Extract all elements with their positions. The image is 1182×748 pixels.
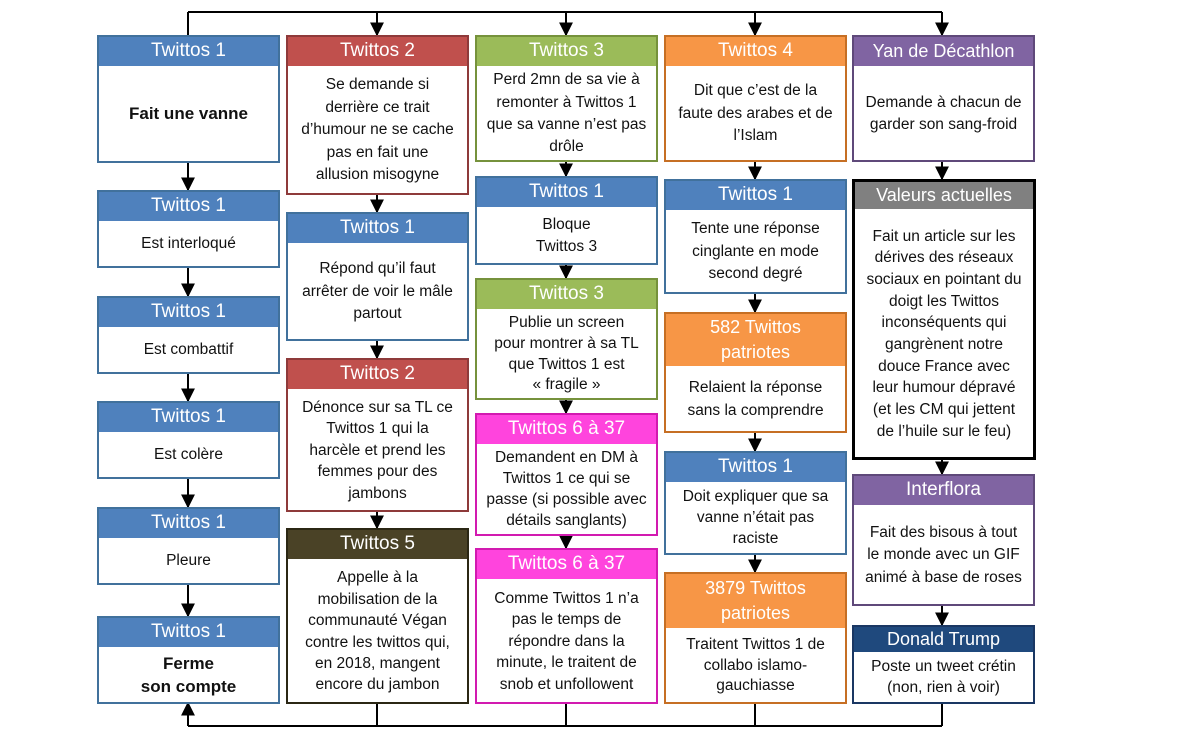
col3-box-3: [475, 278, 658, 400]
box-title: Yan de Décathlon: [854, 37, 1033, 68]
box-text: Demandent en DM à Twittos 1 ce qui se passe (si possible avec détails sanglants): [486, 449, 647, 529]
col4-box-4: [664, 451, 847, 555]
box-title: Twittos 1: [288, 214, 467, 245]
box-title: Valeurs actuelles: [855, 182, 1033, 211]
box-text: Appelle à la mobilisation de la communauté Végan contre les twittos qui, en 2018, mangent encore du jambon: [305, 569, 450, 694]
col1-box-3: [97, 296, 280, 374]
col1-box-1: [97, 35, 280, 163]
box-title: Twittos 4: [666, 37, 845, 68]
box-title: Twittos 1: [99, 37, 278, 68]
box-text: Poste un tweet crétin (non, rien à voir): [871, 658, 1016, 696]
box-text: Ferme son compte: [140, 654, 237, 696]
col1-box-2: [97, 190, 280, 268]
box-text: Demande à chacun de garder son sang-froid: [865, 93, 1022, 133]
col5-box-4: [852, 625, 1035, 704]
col4-box-3: [664, 312, 847, 433]
col3-box-5: [475, 548, 658, 704]
box-text: Publie un screen pour montrer à sa TL que Twittos 1 est « fragile »: [494, 313, 639, 394]
col2-box-3: [286, 358, 469, 512]
box-text: Comme Twittos 1 n’a pas le temps de répondre dans la minute, le traitent de snob et unfollowent: [494, 590, 639, 693]
box-text: Est interloqué: [141, 235, 236, 253]
col3-box-1: [475, 35, 658, 162]
box-title: Twittos 1: [477, 178, 656, 209]
col3-box-4: [475, 413, 658, 536]
box-title: Twittos 1: [99, 618, 278, 649]
box-title: Twittos 3: [477, 280, 656, 311]
col5-box-3: [852, 474, 1035, 606]
box-text: Traitent Twittos 1 de collabo islamo- gauchiasse: [686, 635, 825, 695]
box-title: Twittos 1: [666, 453, 845, 484]
box-text: Tente une réponse cinglante en mode second degré: [691, 220, 820, 283]
box-title: Twittos 1: [99, 298, 278, 329]
box-text: Pleure: [166, 552, 211, 570]
box-title: Twittos 2: [288, 37, 467, 68]
col5-box-2: [852, 179, 1036, 460]
box-text: Se demande si derrière ce trait d’humour ne se cache pas en fait une allusion misogyne: [301, 76, 454, 184]
col1-box-5: [97, 507, 280, 585]
box-text: Est combattif: [143, 341, 234, 359]
box-text: Dénonce sur sa TL ce Twittos 1 qui la harcèle et prend les femmes pour des jambons: [302, 399, 453, 502]
col2-box-4: [286, 528, 469, 704]
box-text: Perd 2mn de sa vie à remonter à Twittos 1 que sa vanne n’est pas drôle: [486, 71, 647, 156]
box-text: Dit que c’est de la faute des arabes et de l’Islam: [678, 82, 833, 145]
box-title: Twittos 5: [288, 530, 467, 561]
col1-box-4: [97, 401, 280, 479]
box-text: Répond qu’il faut arrêter de voir le mâle partout: [302, 260, 453, 323]
box-title: Twittos 1: [99, 509, 278, 540]
box-text: Fait des bisous à tout le monde avec un GIF animé à base de roses: [865, 523, 1022, 586]
col1-box-6: [97, 616, 280, 704]
box-text: Est colère: [154, 446, 223, 464]
col2-box-1: [286, 35, 469, 195]
col3-box-2: [475, 176, 658, 265]
box-title: Twittos 1: [99, 403, 278, 434]
box-title: Twittos 6 à 37: [477, 415, 656, 446]
col4-box-2: [664, 179, 847, 294]
box-title: Twittos 1: [99, 192, 278, 223]
box-title: Donald Trump: [854, 627, 1033, 654]
box-text: Fait un article sur les dérives des réseaux sociaux en pointant du doigt les Twittos inconséquents qui gangrènent notre douce France avec leur humour dépravé (et les CM qui jettent de l’huile sur le feu): [866, 227, 1022, 440]
col2-box-2: [286, 212, 469, 341]
box-text: Fait une vanne: [128, 104, 249, 124]
box-title: Interflora: [854, 476, 1033, 507]
box-text: Doit expliquer que sa vanne n’était pas raciste: [682, 488, 829, 547]
box-title: Twittos 3: [477, 37, 656, 68]
col4-box-1: [664, 35, 847, 162]
box-title: 582 Twittos patriotes: [666, 314, 845, 368]
box-title: Twittos 2: [288, 360, 467, 391]
box-title: 3879 Twittos patriotes: [666, 574, 845, 630]
col4-box-5: [664, 572, 847, 704]
box-text: Bloque Twittos 3: [535, 215, 598, 255]
box-title: Twittos 6 à 37: [477, 550, 656, 581]
box-title: Twittos 1: [666, 181, 845, 212]
box-text: Relaient la réponse sans la comprendre: [687, 379, 824, 419]
col5-box-1: [852, 35, 1035, 162]
